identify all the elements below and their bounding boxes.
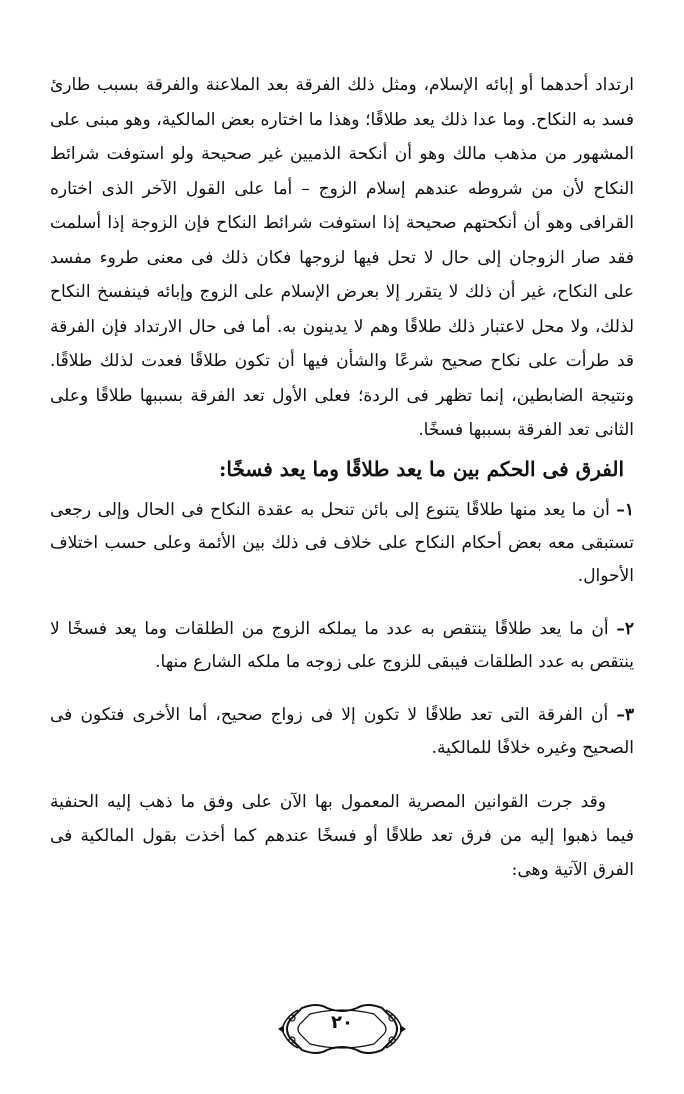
item-text: أن الفرقة التى تعد طلاقًا لا تكون إلا فى زواج صحيح، أما الأخرى فتكون فى الصحيح وغيره خلافًا للمالكية. — [50, 704, 634, 758]
list-item — [50, 613, 634, 679]
list-item — [50, 699, 634, 765]
differences-list — [50, 494, 634, 765]
section-heading: الفرق فى الحكم بين ما يعد طلاقًا وما يعد فسخًا: — [219, 456, 624, 481]
list-item — [50, 494, 634, 593]
item-number: ٣– — [616, 704, 635, 725]
item-number: ٢– — [616, 618, 634, 639]
page-number-frame — [272, 1000, 412, 1058]
item-number: ١– — [616, 499, 634, 520]
item-text: أن ما يعد طلاقًا ينتقص به عدد ما يملكه الزوج من الطلقات وما يعد فسخًا لا ينتقص به عدد الطلقات فيبقى للزوج على زوجه ما ملكه الشارع منها. — [50, 618, 634, 672]
page-content — [50, 68, 634, 887]
page-number: ٢٠ — [331, 1012, 353, 1033]
closing-paragraph: وقد جرت القوانين المصرية المعمول بها الآن على وفق ما ذهب إليه الحنفية فيما ذهبوا إليه من فرق تعد طلاقًا أو فسخًا عندهم كما أخذت بقول المالكية فى الفرق الآتية وهى: — [50, 791, 634, 880]
body-paragraph: ارتداد أحدهما أو إبائه الإسلام، ومثل ذلك الفرقة بعد الملاعنة والفرقة بسبب طارئ فسد به النكاح. وما عدا ذلك يعد طلاقًا؛ وهذا ما اختاره بعض المالكية، وهو مبنى على المشهور من مذهب مالك وهو أن أنكحة الذميين غير صحيحة ولو استوفت شرائط النكاح لأن من شروطه عندهم إسلام الزوج – أما على القول الآخر الذى اختاره القرافى وهو أن أنكحتهم صحيحة إذا استوفت شرائط النكاح فإن الزوجة إذا أسلمت فقد صار الزوجان إلى حال لا تحل فيها لزوجها فكان ذلك فى معنى طروء مفسد على النكاح، غير أن ذلك لا يتقرر إلا بعرض الإسلام على الزوج وإبائه فينفسخ النكاح لذلك، ولا محل لاعتبار ذلك طلاقًا وهم لا يدينون به. أما فى حال الارتداد فإن الفرقة قد طرأت على نكاح صحيح شرعًا والشأن فيها أن تكون طلاقًا فعدت لذلك طلاقًا. ونتيجة الضابطين، إنما تظهر فى الردة؛ فعلى الأول تعد الفرقة بسببها طلاقًا وعلى الثانى تعد الفرقة بسببها فسخًا. — [50, 75, 634, 440]
item-text: أن ما يعد منها طلاقًا يتنوع إلى بائن تنحل به عقدة النكاح فى الحال وإلى رجعى تستبقى معه بعض أحكام النكاح على خلاف فى ذلك بين الأئمة وعلى حسب اختلاف الأحوال. — [50, 499, 634, 586]
